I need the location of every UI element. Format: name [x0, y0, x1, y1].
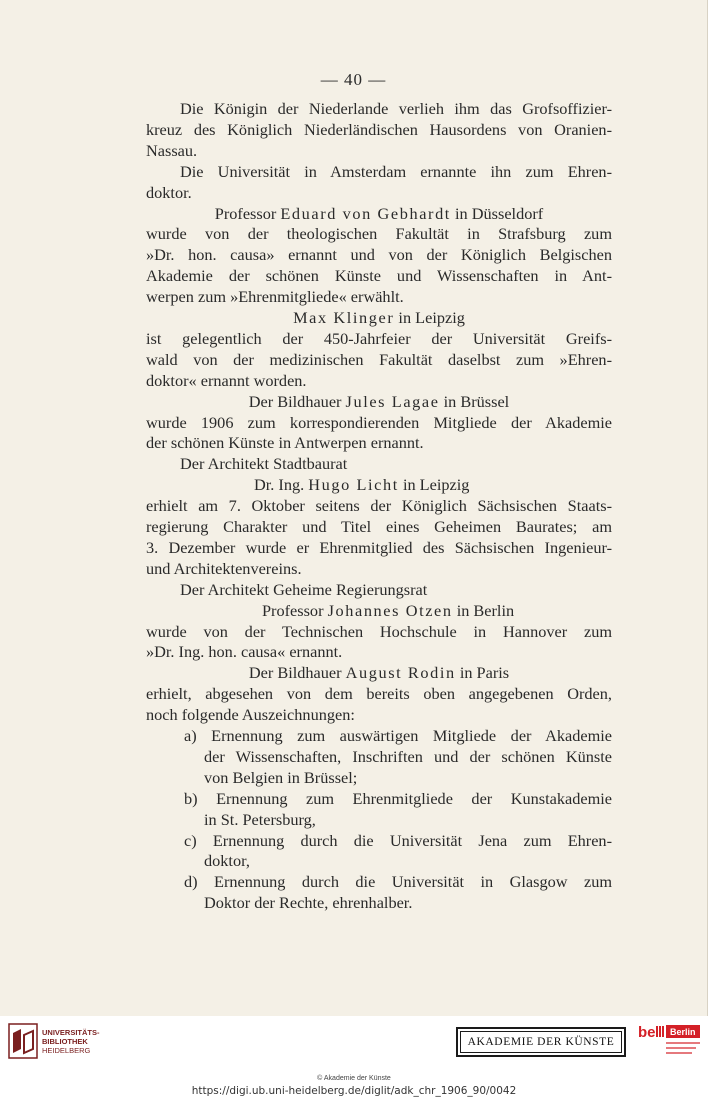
text-line: a) Ernennung zum auswärtigen Mitgliede der Akademie — [184, 726, 612, 745]
text-line: wurde von der Technischen Hochschule in Hannover zum — [146, 621, 612, 641]
spaced-name: August Rodin — [345, 663, 456, 683]
text-line: »Dr. hon. causa» ernannt und von der Königlich Belgischen — [146, 245, 612, 265]
svg-text:be: be — [638, 1024, 656, 1041]
text-line: Der Architekt Stadtbaurat — [180, 454, 348, 474]
library-name-line2: BIBLIOTHEK — [42, 1037, 88, 1046]
text-line: »Dr. Ing. hon. causa« ernannt. — [146, 642, 343, 662]
spaced-name: Max Klinger — [293, 308, 395, 327]
spaced-name: Hugo Licht — [308, 475, 399, 495]
text-line: Der Bildhauer Jules Lagae in Brüssel — [248, 391, 510, 411]
text-line: und Architektenvereins. — [146, 558, 302, 578]
text-line: erhielt, abgesehen von dem bereits oben angegebenen Orden, — [146, 684, 612, 704]
library-name-line3: HEIDELBERG — [42, 1046, 91, 1055]
text-line: doktor. — [146, 182, 192, 202]
text-line: b) Ernennung zum Ehrenmitgliede der Kunstakademie — [184, 788, 612, 808]
text-line: wurde von der theologischen Fakultät in Strafsburg zum — [146, 224, 612, 244]
spaced-name: Eduard von Gebhardt — [280, 203, 451, 223]
berlin-logo-text: Berlin — [670, 1027, 696, 1037]
spaced-name: Jules Lagae — [345, 391, 440, 411]
text-line: Professor Eduard von Gebhardt in Düsseldorf — [214, 203, 544, 223]
text-line: doktor, — [204, 851, 250, 871]
page-number: — 40 — — [320, 70, 387, 89]
text-line: Die Königin der Niederlande verlieh ihm das Grofsoffizier- — [180, 99, 612, 118]
library-name — [42, 1028, 100, 1055]
text-line: c) Ernennung durch die Universität Jena zum Ehren- — [184, 830, 612, 850]
text-line: Max Klinger in Leipzig — [293, 308, 465, 327]
copyright-notice: © Akademie der Künste — [317, 1075, 391, 1082]
text-line: werpen zum »Ehrenmitgliede« erwählt. — [146, 287, 404, 307]
text-line: Der Bildhauer August Rodin in Paris — [248, 663, 510, 683]
library-logo-icon[interactable] — [8, 1023, 38, 1059]
text-line: der schönen Künste in Antwerpen ernannt. — [146, 433, 424, 453]
text-line: Nassau. — [146, 140, 198, 160]
text-line: Der Architekt Geheime Regierungsrat — [180, 579, 428, 599]
text-line: noch folgende Auszeichnungen: — [146, 705, 355, 725]
text-line: der Wissenschaften, Inschriften und der schönen Künste — [204, 746, 612, 766]
berlin-logo-icon[interactable] — [637, 1022, 701, 1062]
akademie-label: AKADEMIE DER KÜNSTE — [460, 1031, 622, 1053]
text-line: Professor Johannes Otzen in Berlin — [262, 600, 515, 620]
text-line: von Belgien in Brüssel; — [204, 767, 358, 787]
library-name-line1: UNIVERSITÄTS- — [42, 1028, 100, 1037]
akademie-logo[interactable] — [456, 1027, 626, 1057]
text-line: d) Ernennung durch die Universität in Glasgow zum — [184, 872, 612, 892]
text-line: Doktor der Rechte, ehrenhalber. — [204, 893, 413, 913]
text-line: wurde 1906 zum korrespondierenden Mitgliede der Akademie — [146, 412, 612, 432]
text-line: in St. Petersburg, — [204, 809, 316, 829]
text-line: Akademie der schönen Künste und Wissenschaften in Ant- — [146, 266, 612, 286]
text-line: doktor« ernannt worden. — [146, 370, 307, 390]
text-line: 3. Dezember wurde er Ehrenmitglied des Sächsischen Ingenieur- — [146, 537, 612, 557]
text-line: kreuz des Königlich Niederländischen Hausordens von Oranien- — [146, 119, 612, 139]
text-line: Die Universität in Amsterdam ernannte ihn zum Ehren- — [180, 161, 612, 181]
spaced-name: Johannes Otzen — [327, 600, 453, 620]
source-url[interactable]: https://digi.ub.uni-heidelberg.de/diglit/adk_chr_1906_90/0042 — [191, 1085, 517, 1097]
text-line: ist gelegentlich der 450-Jahrfeier der Universität Greifs- — [146, 328, 612, 348]
text-line: erhielt am 7. Oktober seitens der Königlich Sächsischen Staats- — [146, 496, 612, 516]
text-line: regierung Charakter und Titel eines Geheimen Baurates; am — [146, 517, 612, 536]
text-line: Dr. Ing. Hugo Licht in Leipzig — [254, 475, 470, 495]
text-line: wald von der medizinischen Fakultät daselbst zum »Ehren- — [146, 349, 612, 369]
